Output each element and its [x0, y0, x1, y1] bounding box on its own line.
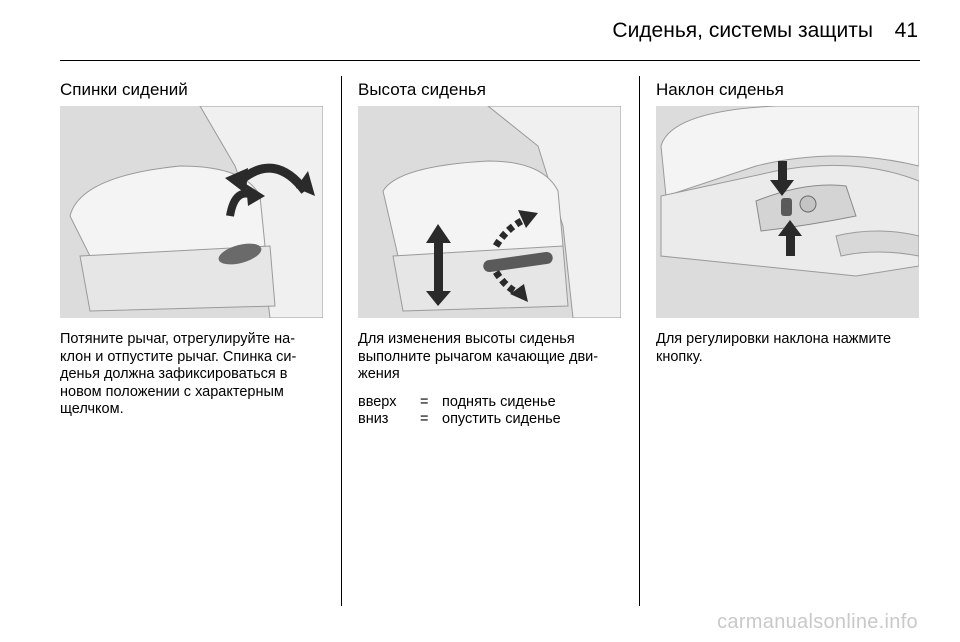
- section-tilt: [656, 80, 921, 366]
- definition-term: вверх: [358, 393, 397, 410]
- instruction-text: Для изменения высоты сиденья выполните рычагом качающие дви-жения: [358, 331, 599, 382]
- header-rule: [60, 60, 920, 61]
- header-title: Сиденья, системы защиты: [612, 19, 873, 42]
- seat-backrest-illustration: [60, 106, 323, 318]
- section-heading: Высота сиденья: [358, 80, 486, 99]
- definition-row: [358, 411, 623, 429]
- column-divider: [639, 76, 640, 606]
- instruction-text: Потяните рычаг, отрегулируйте на-клон и отпустите рычаг. Спинка си-денья должна зафиксироваться в новом положении с характерным щелчком.: [60, 331, 297, 417]
- section-backrest: [60, 80, 325, 419]
- seat-height-illustration: [358, 106, 621, 318]
- section-heading: Наклон сиденья: [656, 80, 784, 99]
- definition-term: вниз: [358, 411, 389, 427]
- definition-meaning: поднять сиденье: [442, 393, 556, 410]
- column-divider: [341, 76, 342, 606]
- definition-separator: =: [420, 393, 429, 410]
- seat-tilt-illustration: [656, 106, 919, 318]
- section-height: [358, 80, 623, 429]
- definition-meaning: опустить сиденье: [442, 411, 561, 427]
- page-number: 41: [894, 19, 918, 42]
- definition-list: [358, 394, 623, 429]
- definition-separator: =: [420, 411, 429, 427]
- watermark: carmanualsonline.info: [717, 611, 918, 633]
- section-heading: Спинки сидений: [60, 80, 188, 99]
- definition-row: [358, 394, 623, 412]
- instruction-text: Для регулировки наклона нажмите кнопку.: [656, 331, 892, 365]
